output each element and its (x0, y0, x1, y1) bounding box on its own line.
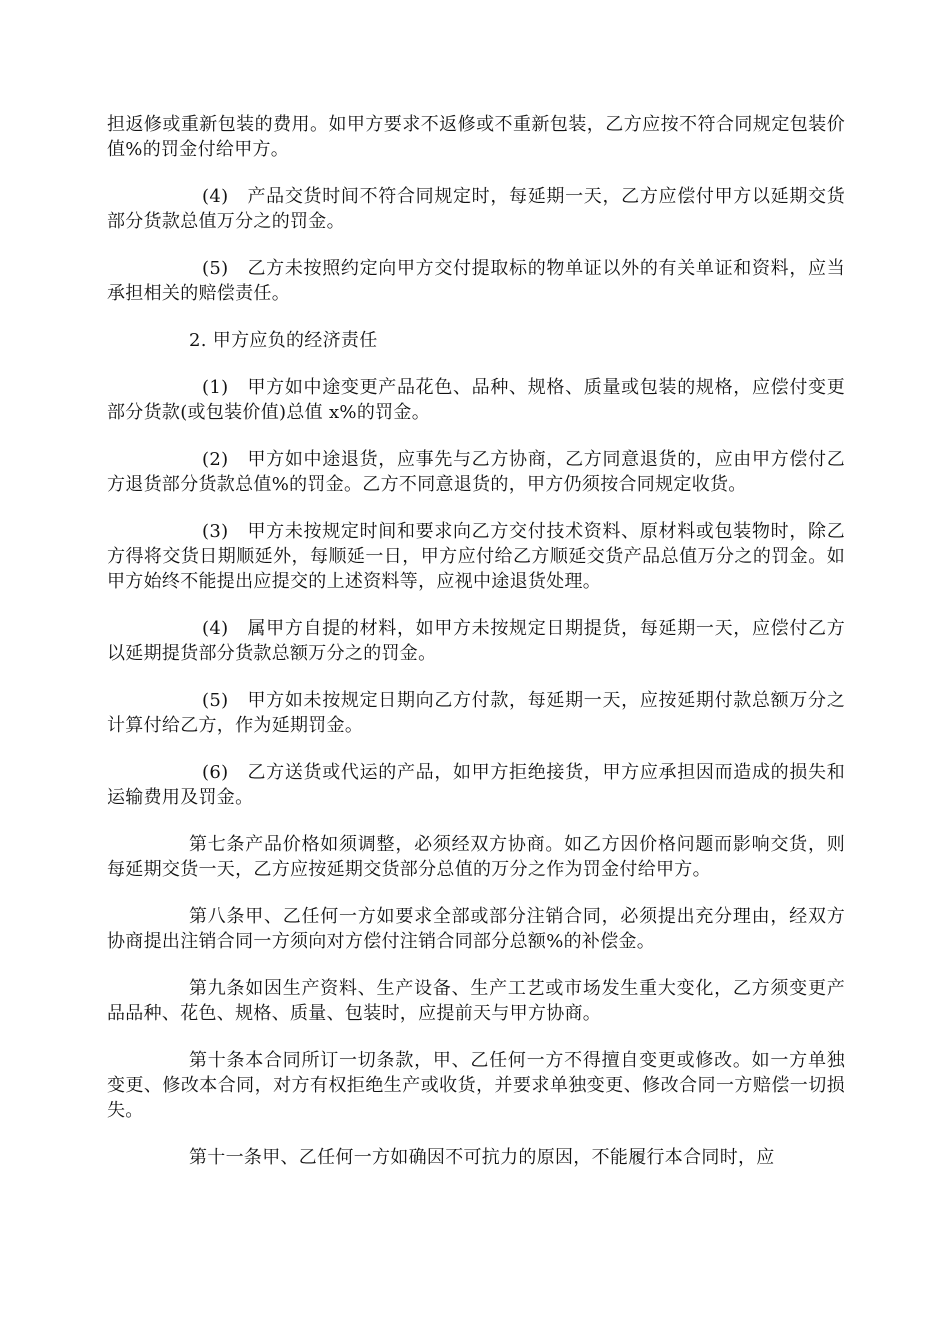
paragraph-continuation: 担返修或重新包装的费用。如甲方要求不返修或不重新包装，乙方应按不符合同规定包装价值%的罚金付给甲方。 (107, 114, 845, 160)
clause-1-5: (5) 乙方未按照约定向甲方交付提取标的物单证以外的有关单证和资料，应当承担相关的赔偿责任。 (107, 258, 845, 304)
clause-2-6: (6) 乙方送货或代运的产品，如甲方拒绝接货，甲方应承担因而造成的损失和运输费用及罚金。 (107, 762, 845, 808)
article-8: 第八条甲、乙任何一方如要求全部或部分注销合同，必须提出充分理由，经双方协商提出注销合同一方须向对方偿付注销合同部分总额%的补偿金。 (107, 906, 845, 952)
clause-2-1: (1) 甲方如中途变更产品花色、品种、规格、质量或包装的规格，应偿付变更部分货款(或包装价值)总值 x%的罚金。 (107, 377, 845, 423)
article-9: 第九条如因生产资料、生产设备、生产工艺或市场发生重大变化，乙方须变更产品品种、花色、规格、质量、包装时，应提前天与甲方协商。 (107, 978, 845, 1024)
clause-2-5: (5) 甲方如未按规定日期向乙方付款，每延期一天，应按延期付款总额万分之计算付给乙方，作为延期罚金。 (107, 690, 845, 736)
clause-2-2: (2) 甲方如中途退货，应事先与乙方协商，乙方同意退货的，应由甲方偿付乙方退货部分货款总值%的罚金。乙方不同意退货的，甲方仍须按合同规定收货。 (107, 449, 845, 495)
clause-2-3: (3) 甲方未按规定时间和要求向乙方交付技术资料、原材料或包装物时，除乙方得将交货日期顺延外，每顺延一日，甲方应付给乙方顺延交货产品总值万分之的罚金。如甲方始终不能提出应提交的上述资料等，应视中途退货处理。 (107, 521, 845, 592)
article-11: 第十一条甲、乙任何一方如确因不可抗力的原因，不能履行本合同时，应 (189, 1147, 775, 1168)
document-page (107, 112, 845, 1192)
article-10: 第十条本合同所订一切条款，甲、乙任何一方不得擅自变更或修改。如一方单独变更、修改本合同，对方有权拒绝生产或收货，并要求单独变更、修改合同一方赔偿一切损失。 (107, 1050, 845, 1121)
clause-2-4: (4) 属甲方自提的材料，如甲方未按规定日期提货，每延期一天，应偿付乙方以延期提货部分货款总额万分之的罚金。 (107, 618, 845, 664)
clause-1-4: (4) 产品交货时间不符合同规定时，每延期一天，乙方应偿付甲方以延期交货部分货款总值万分之的罚金。 (107, 186, 845, 232)
section-heading-2: 2. 甲方应负的经济责任 (189, 330, 378, 351)
article-7: 第七条产品价格如须调整，必须经双方协商。如乙方因价格问题而影响交货，则每延期交货一天，乙方应按延期交货部分总值的万分之作为罚金付给甲方。 (107, 834, 845, 880)
